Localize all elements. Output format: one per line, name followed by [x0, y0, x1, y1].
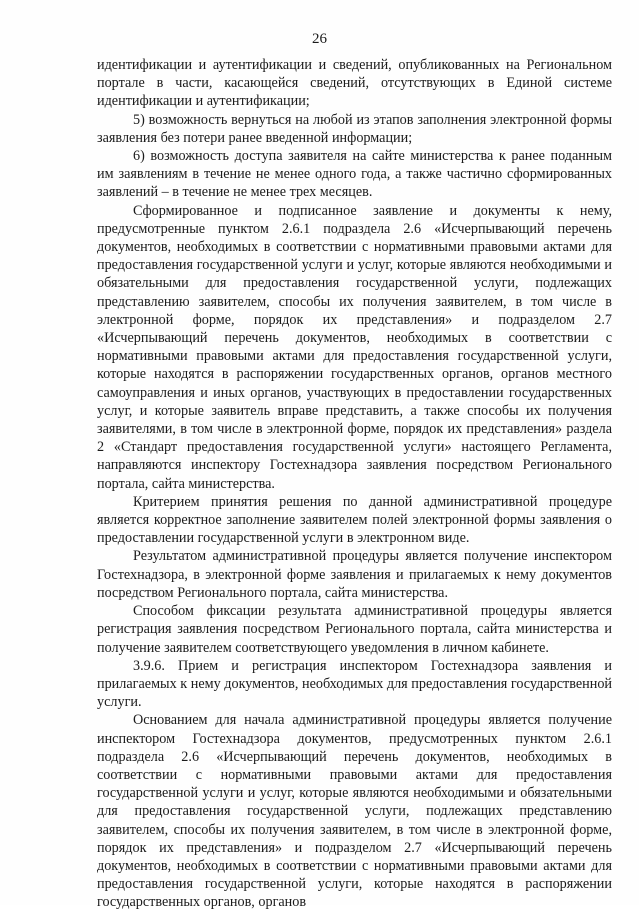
paragraph-procedure-basis: Основанием для начала административной процедуры является получение инспектором Гостехнадзора документов, предусмотренных пунктом 2.6.1 подраздела 2.6 «Исчерпывающий перечень документов, необходимых в соответствии с нормативными правовыми актами для предоставления государственной услуги и услуг, которые являются необходимыми и обязательными для предоставления государственной услуги, подлежащих представлению заявителем, способы их получения заявителем, в том числе в электронной форме, порядок их представления» и подразделом 2.7 «Исчерпывающий перечень документов, необходимых в соответствии с нормативными правовыми актами для предоставления государственной услуги, которые находятся в распоряжении государственных органов, органов — [97, 712, 612, 911]
list-item-5: 5) возможность вернуться на любой из этапов заполнения электронной формы заявления без потери ранее введенной информации; — [97, 111, 612, 146]
paragraph-procedure-result: Результатом административной процедуры является получение инспектором Гостехнадзора, в электронной форме заявления и прилагаемых к нему документов посредством Регионального портала, сайта министерства. — [97, 548, 612, 601]
paragraph-decision-criterion: Критерием принятия решения по данной административной процедуре является корректное заполнение заявителем полей электронной формы заявления о предоставлении государственной услуги в электронном виде. — [97, 493, 612, 547]
page-number: 26 — [312, 31, 327, 47]
list-item-6: 6) возможность доступа заявителя на сайте министерства к ранее поданным им заявлениям в течение не менее одного года, а также частично сформированных заявлений – в течение не менее трех месяцев. — [97, 148, 612, 201]
paragraph-formed-application: Сформированное и подписанное заявление и документы к нему, предусмотренные пунктом 2.6.1 подраздела 2.6 «Исчерпывающий перечень документов, необходимых в соответствии с нормативными правовыми актами для предоставления государственной услуги и услуг, которые являются необходимыми и обязательными для предоставления государственной услуги, подлежащих представлению заявителем, способы их получения заявителем, в том числе в электронной форме, порядок их представления» и подразделом 2.7 «Исчерпывающий перечень документов, необходимых в соответствии с нормативными правовыми актами для предоставления государственной услуги, которые находятся в распоряжении государственных органов, органов местного самоуправления и иных органов, участвующих в предоставлении государственных услуг, и которые заявитель вправе представить, а также способы их получения заявителями, в том числе в электронной форме, порядок их представления» раздела 2 «Стандарт предоставления государственной услуги» настоящего Регламента, направляются инспектору Гостехнадзора заявления посредством Регионального портала, сайта министерства. — [97, 202, 612, 492]
body-text — [97, 56, 612, 912]
paragraph-continuation: идентификации и аутентификации и сведений, опубликованных на Региональном портале в части, касающейся сведений, отсутствующих в Единой системе идентификации и аутентификации; — [97, 57, 612, 110]
paragraph-result-fixation: Способом фиксации результата административной процедуры является регистрация заявления посредством Регионального портала, сайта министерства и получение заявителем соответствующего уведомления в личном кабинете. — [97, 603, 612, 656]
section-heading-3-9-6: 3.9.6. Прием и регистрация инспектором Гостехнадзора заявления и прилагаемых к нему документов, необходимых для предоставления государственной услуги. — [97, 657, 612, 711]
